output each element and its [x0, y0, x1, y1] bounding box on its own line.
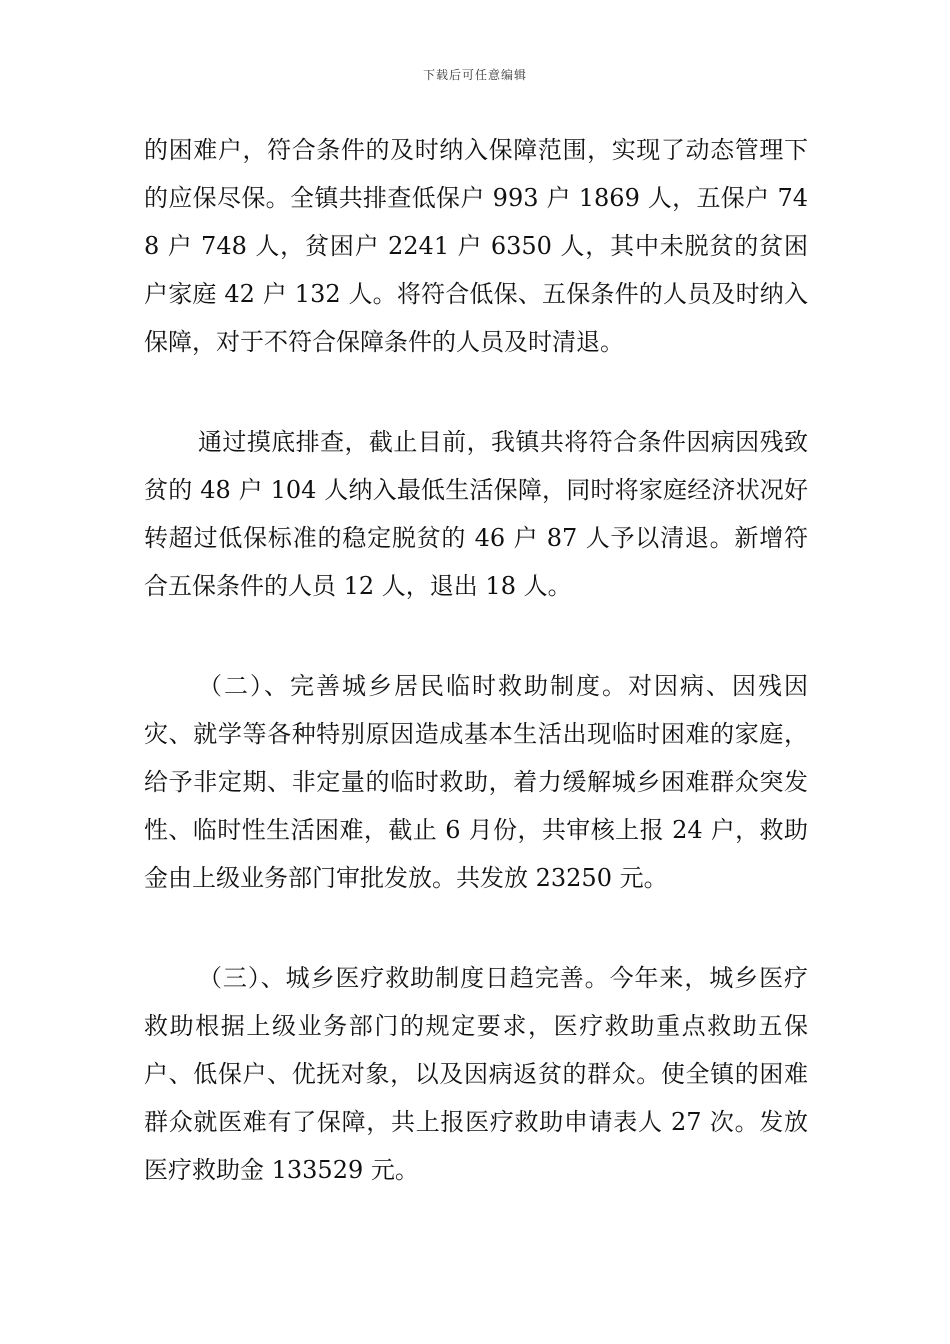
paragraph-spacer [144, 610, 808, 662]
paragraph-survey-results: 通过摸底排查，截止目前，我镇共将符合条件因病因残致贫的 48 户 104 人纳入最低生活保障，同时将家庭经济状况好转超过低保标准的稳定脱贫的 46 户 87 人予以清退。新增符合五保条件的人员 12 人，退出 18 人。 [144, 428, 808, 600]
paragraph-continuation: 的困难户，符合条件的及时纳入保障范围，实现了动态管理下的应保尽保。全镇共排查低保户 993 户 1869 人，五保户 748 户 748 人，贫困户 2241 户 6350 人，其中未脱贫的贫困户家庭 42 户 132 人。将符合低保、五保条件的人员及时纳入保障，对于不符合保障条件的人员及时清退。 [144, 136, 808, 356]
paragraph-spacer [144, 366, 808, 418]
paragraph-medical-aid: （三）、城乡医疗救助制度日趋完善。今年来，城乡医疗救助根据上级业务部门的规定要求，医疗救助重点救助五保户、低保户、优抚对象，以及因病返贫的群众。使全镇的困难群众就医难有了保障，共上报医疗救助申请表人 27 次。发放医疗救助金 133529 元。 [144, 964, 808, 1184]
paragraph-temporary-aid: （二）、完善城乡居民临时救助制度。对因病、因残因灾、就学等各种特别原因造成基本生活出现临时困难的家庭，给予非定期、非定量的临时救助，着力缓解城乡困难群众突发性、临时性生活困难，截止 6 月份，共审核上报 24 户，救助金由上级业务部门审批发放。共发放 23250 元。 [144, 672, 808, 892]
page-header: 下载后可任意编辑 [422, 68, 527, 82]
paragraph-spacer [144, 902, 808, 954]
document-body [144, 126, 808, 1194]
